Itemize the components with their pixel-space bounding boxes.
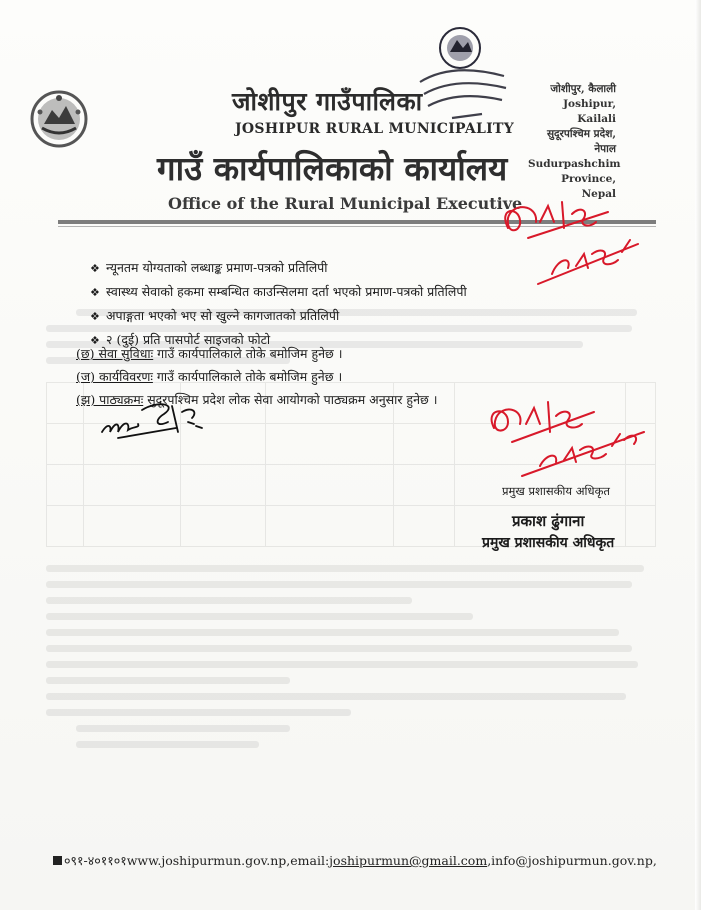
officer-title: प्रमुख प्रशासकीय अधिकृत [482, 535, 615, 551]
address-line: Joshipur, Kailali [563, 98, 616, 125]
list-item-text: अपाङ्गता भएको भए सो खुल्ने कागजातको प्रतिलिपी [106, 308, 340, 323]
address-line: Sudurpashchim [528, 158, 621, 170]
diamond-bullet-icon: ❖ [90, 262, 100, 275]
page-edge [695, 0, 701, 910]
list-item [90, 304, 467, 328]
diamond-bullet-icon: ❖ [90, 286, 100, 299]
clause-text: गाउँ कार्यपालिकाले तोके बमोजिम हुनेछ । [152, 369, 343, 384]
office-title-english: Office of the Rural Municipal Executive [168, 194, 523, 213]
signature-date-mark [468, 188, 658, 298]
footer-separator: , [487, 853, 492, 868]
footer-website[interactable]: www.joshipurmun.gov.np,email: [126, 853, 330, 868]
nepal-emblem-icon [28, 88, 90, 150]
office-seal-icon [412, 18, 512, 128]
footer-contact [53, 852, 657, 869]
clause-text: गाउँ कार्यपालिकाले तोके बमोजिम हुनेछ । [153, 346, 343, 361]
footer-email-link[interactable]: joshipurmun@gmail.com [329, 853, 488, 868]
address-line: जोशीपुर, कैलाली [550, 83, 616, 95]
diamond-bullet-icon: ❖ [90, 334, 100, 347]
officer-role: प्रमुख प्रशासकीय अधिकृत [502, 484, 610, 498]
municipality-title-english: JOSHIPUR RURAL MUNICIPALITY [235, 121, 515, 137]
phone-icon [53, 856, 62, 865]
footer-separator: , [652, 853, 657, 868]
footer-email-link[interactable]: info@joshipurmun.gov.np [491, 853, 653, 868]
officer-name: प्रकाश ढुंगाना [512, 512, 585, 530]
clause-text: सुदूरपश्चिम प्रदेश लोक सेवा आयोगको पाठ्यक्रम अनुसार हुनेछ । [143, 392, 438, 407]
list-item-text: न्यूनतम योग्यताको लब्धाङ्क प्रमाण-पत्रको प्रतिलिपी [106, 260, 328, 275]
clause-duties [76, 365, 437, 388]
list-item-text: २ (दुई) प्रति पासपोर्ट साइजको फोटो [106, 332, 271, 347]
list-item [90, 256, 467, 280]
clause-service [76, 342, 437, 365]
clause-label: (छ) सेवा सुविधाः [76, 346, 154, 361]
address-line: सुदूरपश्चिम प्रदेश, नेपाल [546, 128, 616, 155]
municipality-title-nepali: जोशीपुर गाउँपालिका [232, 87, 423, 116]
signature-date-mark [464, 388, 654, 478]
handwritten-signature [98, 398, 218, 448]
list-item [90, 280, 467, 304]
office-title-nepali: गाउँ कार्यपालिकाको कार्यालय [157, 149, 508, 188]
requirements-list [90, 256, 467, 352]
footer-phone: ०९१-४०११०१ [64, 853, 127, 868]
list-item-text: स्वास्थ्य सेवाको हकमा सम्बन्धित काउन्सिलमा दर्ता भएको प्रमाण-पत्रको प्रतिलिपी [106, 284, 467, 299]
address-block [528, 82, 621, 202]
diamond-bullet-icon: ❖ [90, 310, 100, 323]
clause-label: (ज) कार्यविवरणः [76, 369, 153, 384]
address-line: Province, Nepal [561, 173, 616, 200]
clause-label: (झ) पाठ्यक्रमः [76, 392, 144, 407]
